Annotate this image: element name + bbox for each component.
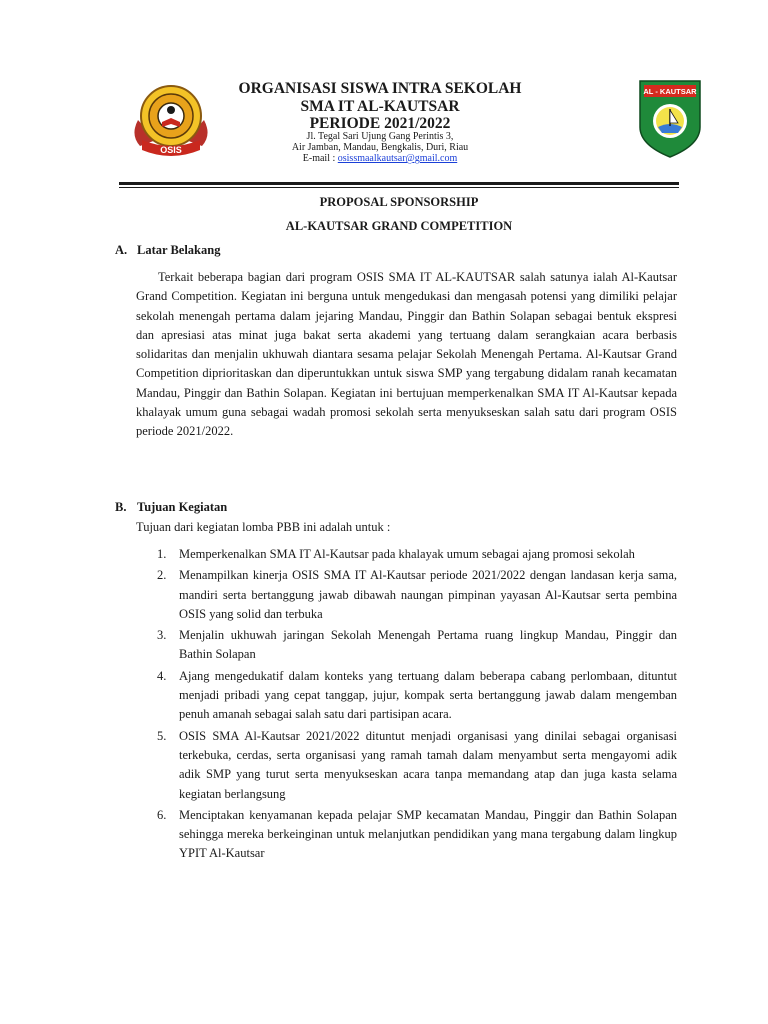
list-item-number: 2. [157, 568, 167, 583]
section-b-heading [115, 500, 227, 515]
list-item-text: Menampilkan kinerja OSIS SMA IT Al-Kautsar periode 2021/2022 dengan landasan kerja sama, mandiri serta bertanggung jawab dibawah naungan pimpinan yayasan Al-Kautsar serta pembina OSIS yang solid dan terbuka [179, 568, 677, 621]
list-item-text: Memperkenalkan SMA IT Al-Kautsar pada khalayak umum sebagai ajang promosi sekolah [179, 547, 635, 561]
header-rule-thin [119, 187, 679, 188]
section-a-number: A. [115, 243, 128, 257]
list-item-number: 6. [157, 807, 167, 822]
address-line-2: Air Jamban, Mandau, Bengkalis, Duri, Riau [291, 142, 469, 153]
address-line-1: Jl. Tegal Sari Ujung Gang Perintis 3, [306, 131, 454, 142]
list-item [136, 806, 677, 864]
list-item-text: OSIS SMA Al-Kautsar 2021/2022 dituntut menjadi organisasi yang dinilai sebagai organisasi terkebuka, cerdas, serta organisasi yang ramah tamah dalam menyambut serta mengayomi adik adik SMP yang turut serta menyukseskan acara tanpa memandang atap dan juga kasta selama kegiatan berlangsung [179, 728, 677, 801]
list-item-number: 3. [157, 628, 167, 643]
document-subtitle: AL-KAUTSAR GRAND COMPETITION [285, 219, 513, 233]
list-item-text: Menjalin ukhuwah jaringan Sekolah Menengah Pertama ruang lingkup Mandau, Pinggir dan Bathin Solapan [179, 628, 677, 662]
email-label: E-mail : [302, 153, 338, 164]
list-item [136, 667, 677, 725]
section-b-number: B. [115, 500, 127, 514]
list-item [136, 545, 677, 564]
list-item-text: Ajang mengedukatif dalam konteks yang tertuang dalam beberapa cabang perlombaan, dituntut menjadi pribadi yang cepat tanggap, jujur, kompak serta bertanggung jawab dalam mengemban penuh amanah sebagai salah satu dari partisipan acara. [179, 668, 677, 722]
section-a-heading [115, 243, 220, 258]
objectives-list [136, 545, 677, 866]
list-item [136, 626, 677, 665]
list-item [136, 566, 677, 624]
list-item-number: 5. [157, 728, 167, 743]
osis-logo-text: OSIS [160, 145, 182, 155]
list-item-text: Menciptakan kenyamanan kepada pelajar SMP kecamatan Mandau, Pinggir dan Bathin Solapan sehingga mereka berkeinginan untuk melanjutkan pendidikan yang mana tergabung dalam lingkup YPIT Al-Kautsar [179, 807, 677, 861]
document-title: PROPOSAL SPONSORSHIP [319, 195, 479, 209]
header-rule-thick [119, 182, 679, 185]
objectives-intro: Tujuan dari kegiatan lomba PBB ini adalah untuk : [136, 520, 391, 534]
background-paragraph: Terkait beberapa bagian dari program OSIS SMA IT AL-KAUTSAR salah satunya ialah Al-Kautsar Grand Competition. Kegiatan ini berguna untuk mengedukasi dan mengasah potensi yang dimiliki pelajar sekolah menengah pertama dalam jejaring Mandau, Pinggir dan Bathin Solapan sebagai bentuk ekspresi dan apresiasi atas minat juga bakat serta akademi yang tertuang dalam serangkaian acara berbasis solidaritas dan menjalin ukhuwah diantara sesama pelajar Sekolah Menengah Pertama. Al-Kautsar Grand Competition diprioritaskan dan diperuntukkan untuk siswa SMP yang tergabung didalam ranah kecamatan Mandau, Pinggir dan Bathin Solapan. Kegiatan ini bertujuan memperkenalkan SMA IT Al-Kautsar kepada khalayak umum guna sebagai wadah promosi sekolah serta menyukseskan salah satu dari program OSIS periode 2021/2022. [136, 270, 677, 439]
email-link[interactable]: osissmaalkautsar@gmail.com [337, 153, 458, 164]
school-name: SMA IT AL-KAUTSAR [300, 98, 460, 115]
al-kautsar-logo-text: AL - KAUTSAR [643, 87, 697, 96]
letterhead [0, 70, 768, 180]
section-a-title: Latar Belakang [137, 243, 221, 257]
email-line [180, 153, 580, 165]
al-kautsar-logo [638, 79, 702, 159]
list-item [136, 727, 677, 804]
period: PERIODE 2021/2022 [309, 115, 451, 132]
list-item-number: 4. [157, 668, 167, 683]
list-item-number: 1. [157, 547, 167, 561]
section-b-title: Tujuan Kegiatan [137, 500, 228, 514]
org-name: ORGANISASI SISWA INTRA SEKOLAH [238, 80, 522, 97]
